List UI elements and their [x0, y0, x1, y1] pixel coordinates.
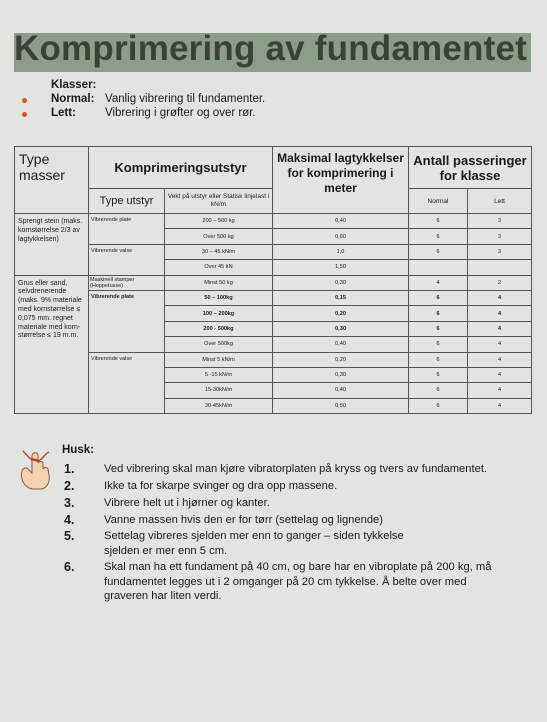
lett-cell: 3 [468, 214, 532, 229]
max-cell: 1,0 [273, 244, 409, 259]
vekt-cell: 100 – 200kg [165, 306, 273, 321]
klasse-desc: Vanlig vibrering til fundamenter. [105, 93, 266, 105]
husk-item [0, 462, 547, 478]
lett-cell: 4 [468, 321, 532, 336]
max-cell: 0,30 [273, 275, 409, 290]
vekt-cell: 30 – 45 kN/m [165, 244, 273, 259]
normal-cell: 6 [409, 306, 468, 321]
husk-item [0, 529, 547, 561]
col-komprimeringsutstyr: Komprimeringsutstyr [89, 147, 273, 189]
husk-item [0, 479, 547, 495]
max-cell: 0,15 [273, 290, 409, 305]
table-row [15, 214, 532, 229]
utstyr-cell: Vibrerende valse [89, 352, 165, 414]
lett-cell: 4 [468, 352, 532, 367]
item-text: Vanne massen hvis den er for tørr (settelag og lignende) [104, 514, 384, 526]
klasse-name: Lett: [51, 107, 76, 119]
komprimering-table [14, 146, 532, 414]
normal-cell: 6 [409, 214, 468, 229]
lett-cell: 2 [468, 275, 532, 290]
max-cell: 0,40 [273, 337, 409, 352]
sub-lett: Lett [468, 189, 532, 214]
lett-cell: 3 [468, 229, 532, 244]
vekt-cell: 5 -15 kN/m [165, 367, 273, 382]
lett-cell: 4 [468, 337, 532, 352]
normal-cell [409, 260, 468, 275]
normal-cell: 6 [409, 398, 468, 413]
vekt-cell: 200 - 500kg [165, 321, 273, 336]
max-cell: 0,20 [273, 306, 409, 321]
lett-cell: 4 [468, 290, 532, 305]
max-cell: 0,60 [273, 229, 409, 244]
lett-cell [468, 260, 532, 275]
lett-cell: 4 [468, 398, 532, 413]
klasse-name: Normal: [51, 93, 95, 105]
item-number: 4. [64, 513, 75, 527]
col-antall-passeringer: Antall passeringer for klasse [409, 147, 532, 189]
vekt-cell: 15-30kN/m [165, 383, 273, 398]
item-number: 1. [64, 462, 75, 476]
max-cell: 0,20 [273, 352, 409, 367]
klasse-item-normal [0, 93, 547, 107]
normal-cell: 4 [409, 275, 468, 290]
normal-cell: 6 [409, 337, 468, 352]
husk-item [0, 513, 547, 529]
type-masse-cell: Sprengt stein (maks. kornstørrelse 2/3 av lagtykkelsen) [15, 214, 89, 276]
max-cell: 0,30 [273, 367, 409, 382]
utstyr-cell: Vibrerende valse [89, 244, 165, 275]
item-text: Ikke ta for skarpe svinger og dra opp massene. [104, 480, 338, 492]
col-type-masser: Type masser [15, 147, 89, 214]
max-cell: 0,30 [273, 321, 409, 336]
bullet-icon [22, 112, 27, 117]
normal-cell: 6 [409, 229, 468, 244]
max-cell: 0,40 [273, 214, 409, 229]
husk-item [0, 496, 547, 512]
normal-cell: 6 [409, 244, 468, 259]
vekt-cell: 200 – 500 kg [165, 214, 273, 229]
normal-cell: 6 [409, 321, 468, 336]
lett-cell: 4 [468, 367, 532, 382]
lett-cell: 4 [468, 306, 532, 321]
utstyr-cell: Vibrerende plate [89, 290, 165, 352]
type-masse-cell: Grus eller sand, selvdrenerende (maks. 9% materiale med kornstørrelse ≤ 0,075 mm. regnet materiale med korn-størrelse ≤ 19 m.m. [15, 275, 89, 414]
max-cell: 1,50 [273, 260, 409, 275]
klasse-item-lett [0, 107, 547, 121]
sub-type-utstyr: Type utstyr [89, 189, 165, 214]
item-text: Settelag vibreres sjelden mer enn to ganger – siden tykkelse sjelden er mer enn 5 cm. [104, 530, 404, 557]
lett-cell: 4 [468, 383, 532, 398]
sub-vekt: Vekt på utstyr eller Statisk linjelast i kN/m [165, 189, 273, 214]
item-number: 3. [64, 496, 75, 510]
vekt-cell: Minst 50 kg [165, 275, 273, 290]
vekt-cell: Over 500kg [165, 337, 273, 352]
lett-cell: 3 [468, 244, 532, 259]
table-row [15, 244, 532, 259]
max-cell: 0,50 [273, 398, 409, 413]
table-row [15, 275, 532, 290]
vekt-cell: Minst 5 kN/m [165, 352, 273, 367]
sub-normal: Normal [409, 189, 468, 214]
page-title: Komprimering av fundamentet [14, 29, 527, 68]
item-number: 6. [64, 560, 75, 574]
col-maksimal-lagtykkelse: Maksimal lagtykkelser for komprimering i meter [273, 147, 409, 214]
husk-item [0, 560, 547, 606]
item-text: Ved vibrering skal man kjøre vibratorplaten på kryss og tvers av fundamentet. [104, 463, 488, 475]
normal-cell: 6 [409, 367, 468, 382]
item-text: Vibrere helt ut i hjørner og kanter. [104, 497, 270, 509]
table-row [15, 352, 532, 367]
item-number: 2. [64, 479, 75, 493]
vekt-cell: 30-45kN/m [165, 398, 273, 413]
normal-cell: 6 [409, 352, 468, 367]
max-cell: 0,40 [273, 383, 409, 398]
normal-cell: 6 [409, 290, 468, 305]
table-row [15, 290, 532, 305]
bullet-icon [22, 98, 27, 103]
utstyr-cell: Maskinell stamper (Hoppetusse) [89, 275, 165, 290]
utstyr-cell: Vibrerende plate [89, 214, 165, 245]
item-number: 5. [64, 529, 75, 543]
vekt-cell: Over 500 kg [165, 229, 273, 244]
klasse-desc: Vibrering i grøfter og over rør. [105, 107, 256, 119]
vekt-cell: 50 – 100kg [165, 290, 273, 305]
item-text: Skal man ha ett fundament på 40 cm, og bare har en vibroplate på 200 kg, må fundamentet legges ut i 2 omganger på 20 cm tykkelse. Å belte over med graveren har liten verdi. [104, 561, 492, 603]
vekt-cell: Over 45 kN [165, 260, 273, 275]
klasser-label: Klasser: [51, 79, 97, 91]
husk-label: Husk: [62, 444, 94, 456]
normal-cell: 6 [409, 383, 468, 398]
